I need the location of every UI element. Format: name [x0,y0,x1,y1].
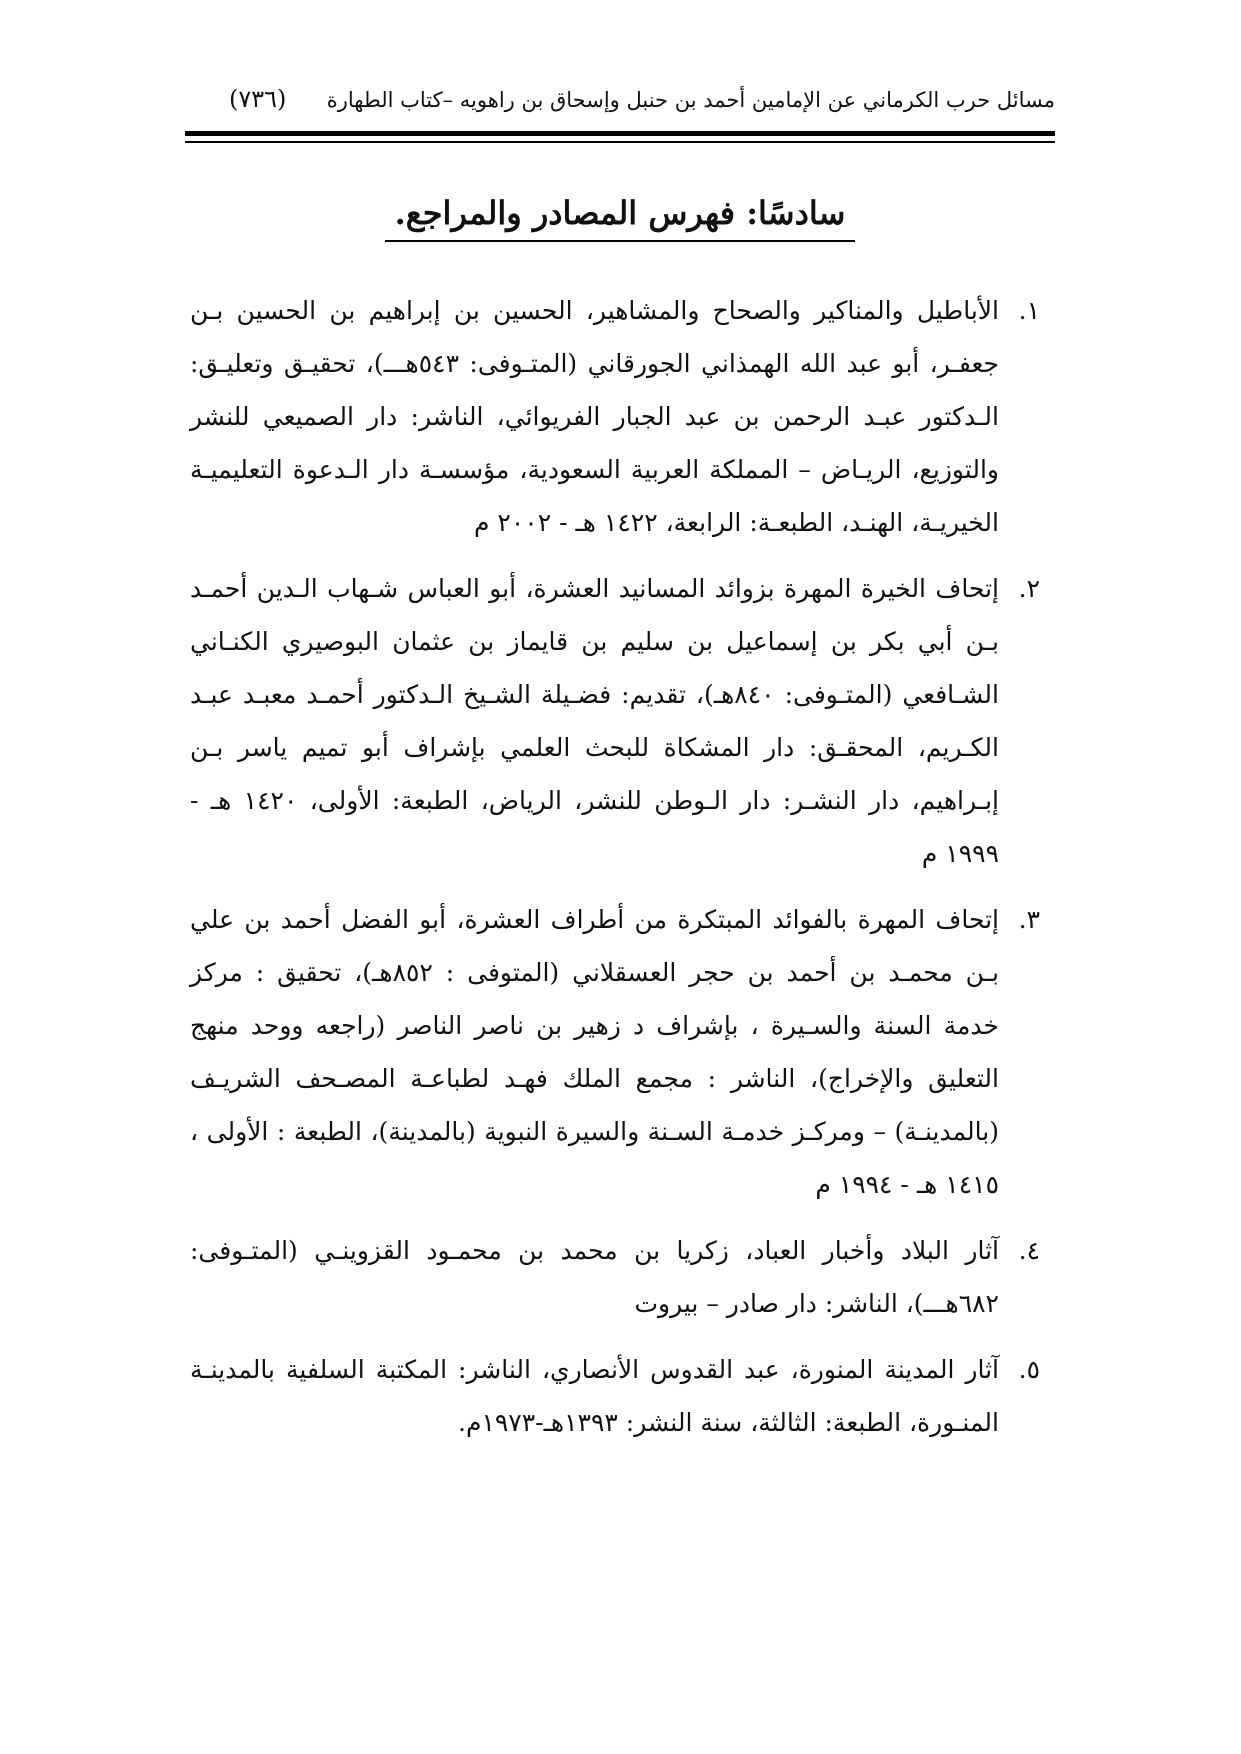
reference-item-2 [190,562,1040,880]
reference-text: آثار البلاد وأخبار العباد، زكريا بن محمد بن محمـود القزوينـي (المتـوفى: ٦٨٢هـــ)، الناشر: دار صادر – بيروت [190,1236,999,1318]
reference-item-1 [190,284,1040,549]
reference-text: إتحاف الخيرة المهرة بزوائد المسانيد العشرة، أبو العباس شـهاب الـدين أحمـد بـن أبي بكر بن إسماعيل بن سليم بن قايماز بن عثمان البوصيري الكنـاني الشـافعي (المتـوفى: ٨٤٠هـ)، تقديم: فضـيلة الشـيخ الـدكتور أحمـد معبـد عبـد الكـريم، المحقـق: دار المشكاة للبحث العلمي بإشراف أبو تميم ياسر بـن إبـراهيم، دار النشـر: دار الـوطن للنشر، الرياض، الطبعة: الأولى، ١٤٢٠ هـ - ١٩٩٩ م [190,574,999,868]
header-thin-rule [185,141,1055,143]
running-title: مسائل حرب الكرماني عن الإمامين أحمد بن حنبل وإسحاق بن راهويه –كتاب الطهارة [326,88,1055,112]
section-title [185,190,1055,242]
reference-text: الأباطيل والمناكير والصحاح والمشاهير، الحسين بن إبراهيم بن الحسين بـن جعفـر، أبو عبد الله الهمذاني الجورقاني (المتـوفى: ٥٤٣هـــ)، تحقيـق وتعليـق: الـدكتور عبـد الرحمن بن عبد الجبار الفريوائي، الناشر: دار الصميعي للنشر والتوزيع، الريـاض – المملكة العربية السعودية، مؤسسـة دار الـدعوة التعليميـة الخيريـة، الهنـد، الطبعـة: الرابعة، ١٤٢٢ هـ - ٢٠٠٢ م [190,296,999,537]
reference-number: ٢. [1018,574,1040,603]
reference-number: ٤. [1018,1236,1040,1265]
header-thick-rule [185,131,1055,136]
page-header [185,84,1055,126]
reference-number: ٥. [1018,1355,1040,1384]
reference-item-5 [190,1343,1040,1449]
reference-number: ١. [1018,296,1040,325]
reference-text: آثار المدينة المنورة، عبد القدوس الأنصاري، الناشر: المكتبة السلفية بالمدينـة المنـورة، الطبعة: الثالثة، سنة النشر: ١٣٩٣هـ-١٩٧٣م. [190,1355,999,1437]
reference-list [190,284,1040,1462]
reference-item-4 [190,1224,1040,1330]
section-title-text: سادسًا: فهرس المصادر والمراجع. [385,190,856,242]
reference-text: إتحاف المهرة بالفوائد المبتكرة من أطراف العشرة، أبو الفضل أحمد بن علي بـن محمـد بن أحمد بن حجر العسقلاني (المتوفى : ٨٥٢هـ)، تحقيق : مركز خدمة السنة والسـيرة ، بإشراف د زهير بن ناصر الناصر (راجعه ووحد منهج التعليق والإخراج)، الناشر : مجمع الملك فهـد لطباعـة المصـحف الشريـف (بالمدينـة) – ومركـز خدمـة السـنة والسيرة النبوية (بالمدينة)، الطبعة : الأولى ، ١٤١٥ هـ - ١٩٩٤ م [190,905,999,1199]
page-number: (٧٣٦) [229,85,287,113]
reference-number: ٣. [1018,905,1040,934]
reference-item-3 [190,893,1040,1211]
